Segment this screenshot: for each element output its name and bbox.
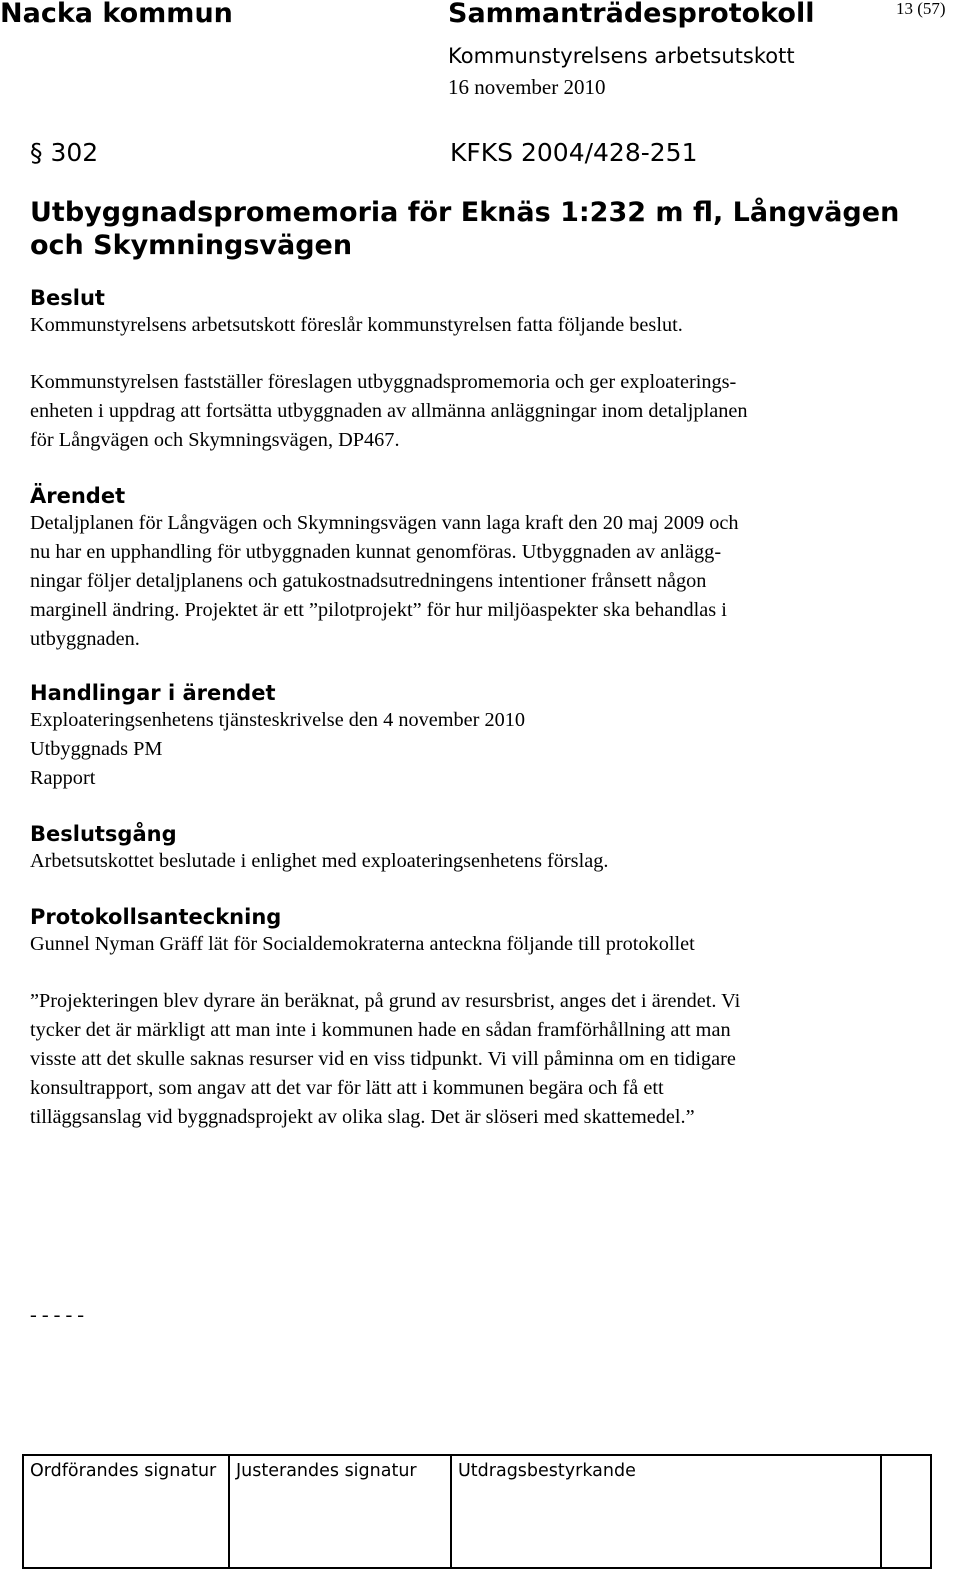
- signature-cell-chair: Ordförandes signatur: [24, 1456, 230, 1567]
- handlingar-list: [30, 706, 945, 793]
- text-line: marginell ändring. Projektet är ett ”pilotprojekt” för hur miljöaspekter ska behandlas i: [30, 599, 727, 621]
- section-heading-handlingar: Handlingar i ärendet: [30, 681, 276, 705]
- committee-name: Kommunstyrelsens arbetsutskott: [448, 44, 795, 68]
- section-heading-arendet: Ärendet: [30, 484, 126, 508]
- text-line: Kommunstyrelsen fastställer föreslagen utbyggnadspromemoria och ger exploaterings-: [30, 371, 737, 393]
- signature-cell-blank: [882, 1456, 930, 1567]
- text-line: tilläggsanslag vid byggnadsprojekt av olika slag. Det är slöseri med skattemedel.”: [30, 1106, 695, 1128]
- meeting-date: 16 november 2010: [448, 75, 606, 99]
- protokollsanteckning-quote: [30, 987, 945, 1132]
- case-number: KFKS 2004/428-251: [450, 138, 698, 167]
- item-title: Utbyggnadspromemoria för Eknäs 1:232 m fl, Långvägen och Skymningsvägen: [30, 197, 900, 261]
- signature-table: [22, 1454, 932, 1569]
- text-line: tycker det är märkligt att man inte i kommunen hade en sådan framförhållning att man: [30, 1019, 731, 1041]
- text-line: enheten i uppdrag att fortsätta utbyggnaden av allmänna anläggningar inom detaljplanen: [30, 400, 748, 422]
- organization-name: Nacka kommun: [0, 0, 233, 29]
- arendet-text: [30, 509, 945, 654]
- paragraph-number: § 302: [30, 138, 99, 167]
- end-marker: - - - - -: [30, 1304, 85, 1326]
- beslutsgang-text: Arbetsutskottet beslutade i enlighet med exploateringsenhetens förslag.: [30, 850, 609, 872]
- section-heading-protokollsanteckning: Protokollsanteckning: [30, 905, 282, 929]
- protokollsanteckning-intro: Gunnel Nyman Gräff lät för Socialdemokraterna anteckna följande till protokollet: [30, 933, 695, 955]
- text-line: visste att det skulle saknas resurser vid en viss tidpunkt. Vi vill påminna om en tidigare: [30, 1048, 736, 1070]
- text-line: ningar följer detaljplanens och gatukostnadsutredningens intentioner frånsett någon: [30, 570, 707, 592]
- text-line: ”Projekteringen blev dyrare än beräknat, på grund av resursbrist, anges det i ärendet. Vi: [30, 990, 741, 1012]
- section-heading-beslut: Beslut: [30, 286, 105, 310]
- document-type: Sammanträdesprotokoll: [448, 0, 815, 29]
- beslut-text: [30, 368, 945, 455]
- text-line: utbyggnaden.: [30, 628, 140, 650]
- beslut-intro: Kommunstyrelsens arbetsutskott föreslår kommunstyrelsen fatta följande beslut.: [30, 314, 683, 336]
- text-line: nu har en upphandling för utbyggnaden kunnat genomföras. Utbyggnaden av anlägg-: [30, 541, 722, 563]
- section-heading-beslutsgang: Beslutsgång: [30, 822, 177, 846]
- list-item: Rapport: [30, 767, 96, 789]
- page-number: 13 (57): [896, 0, 946, 18]
- text-line: Detaljplanen för Långvägen och Skymningsvägen vann laga kraft den 20 maj 2009 och: [30, 512, 739, 534]
- text-line: för Långvägen och Skymningsvägen, DP467.: [30, 429, 400, 451]
- list-item: Utbyggnads PM: [30, 738, 163, 760]
- text-line: konsultrapport, som angav att det var för lätt att i kommunen begära och få ett: [30, 1077, 664, 1099]
- list-item: Exploateringsenhetens tjänsteskrivelse den 4 november 2010: [30, 709, 526, 731]
- signature-cell-adjuster: Justerandes signatur: [230, 1456, 452, 1567]
- signature-cell-certification: Utdragsbestyrkande: [452, 1456, 882, 1567]
